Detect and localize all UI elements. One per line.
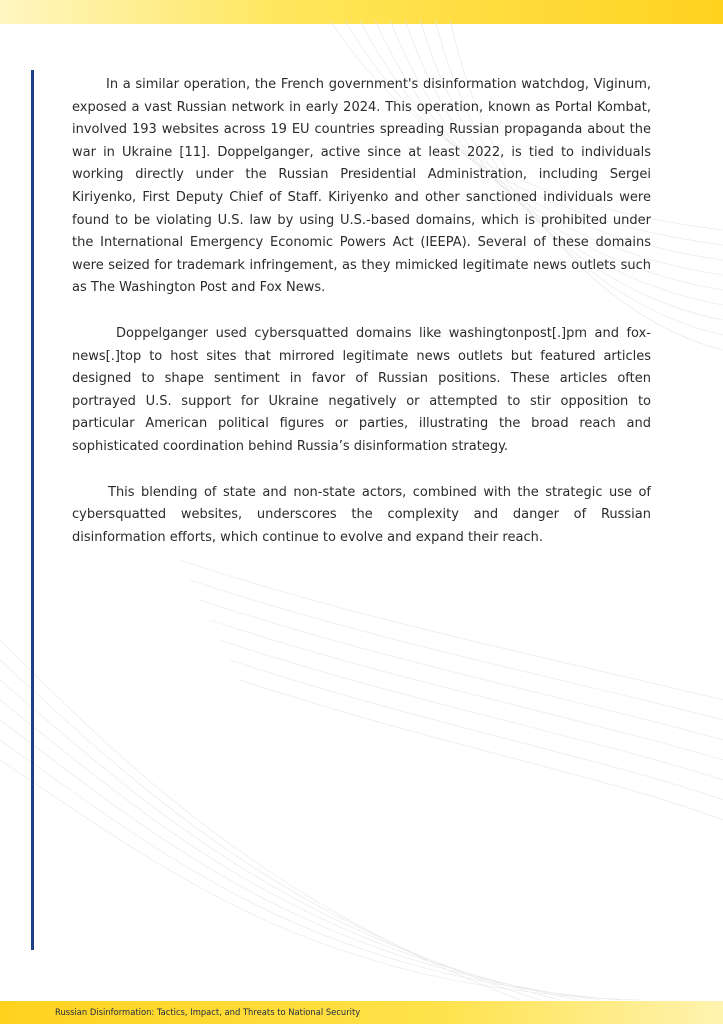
- paragraph-1: In a similar operation, the French government's disinformation watchdog, Viginum, exposed a vast Russian network in early 2024. This operation, known as Portal Kombat, involved 193 websites across 19 EU countries spreading Russian propaganda about the war in Ukraine [11]. Doppelganger, active since at least 2022, is tied to individuals working directly under the Russian Presidential Administration, including Sergei Kiriyenko, First Deputy Chief of Staff. Kiriyenko and other sanctioned individuals were found to be violating U.S. law by using U.S.-based domains, which is prohibited under the International Emergency Economic Powers Act (IEEPA). Several of these domains were seized for trademark infringement, as they mimicked legitimate news outlets such as The Washington Post and Fox News.: [72, 77, 651, 296]
- article-body: [72, 74, 651, 572]
- paragraph-3: This blending of state and non-state actors, combined with the strategic use of cybersquatted websites, underscores the complexity and danger of Russian disinformation efforts, which continue to evolve and expand their reach.: [72, 484, 651, 545]
- footer-title: Russian Disinformation: Tactics, Impact, and Threats to National Security: [55, 1007, 361, 1017]
- left-margin-rule: [31, 70, 34, 950]
- paragraph-2: Doppelganger used cybersquatted domains like washingtonpost[.]pm and fox-news[.]top to host sites that mirrored legitimate news outlets but featured articles designed to shape sentiment in favor of Russian positions. These articles often portrayed U.S. support for Ukraine negatively or attempted to stir opposition to particular American political figures or parties, illustrating the broad reach and sophisticated coordination behind Russia’s disinformation strategy.: [72, 325, 651, 454]
- header-accent-bar: [0, 0, 723, 24]
